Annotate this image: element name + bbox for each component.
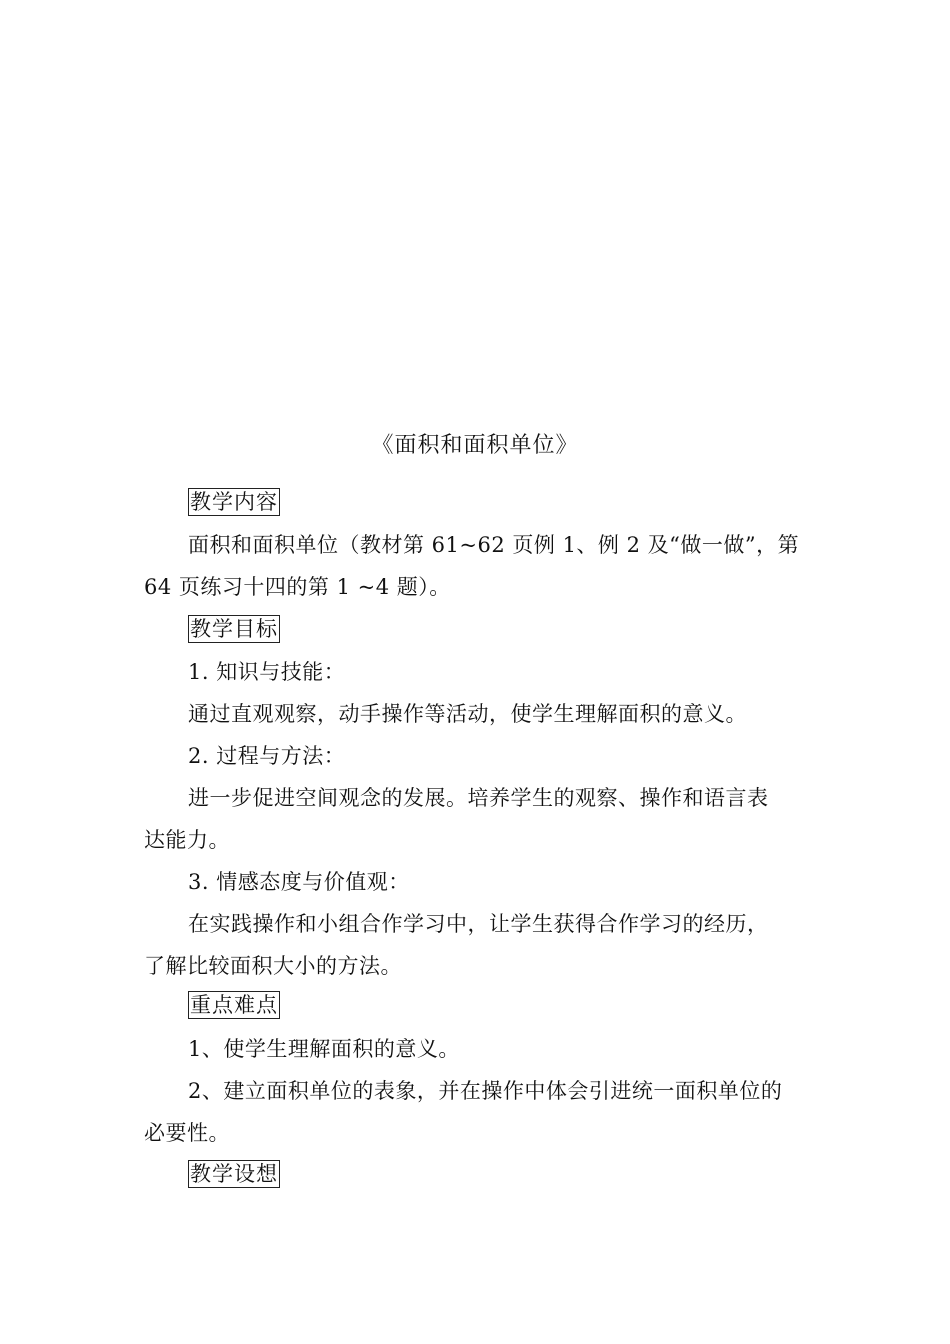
goal-line-4: 进一步促进空间观念的发展。培养学生的观察、操作和语言表 (188, 786, 769, 810)
goal-line-6: 3. 情感态度与价值观： (188, 870, 410, 894)
key-line-3: 必要性。 (144, 1121, 230, 1145)
goal-line-5: 达能力。 (144, 828, 230, 852)
key-line-1: 1、使学生理解面积的意义。 (188, 1037, 460, 1061)
key-line-2: 2、建立面积单位的表象，并在操作中体会引进统一面积单位的 (188, 1079, 783, 1103)
content-line-2: 64 页练习十四的第 1 ~4 题）。 (144, 575, 451, 599)
document-title: 《面积和面积单位》 (371, 433, 579, 458)
goal-line-1: 1. 知识与技能： (188, 660, 346, 684)
goal-line-8: 了解比较面积大小的方法。 (144, 954, 402, 978)
section-heading-design: 教学设想 (190, 1162, 278, 1186)
section-heading-goals: 教学目标 (190, 617, 278, 641)
section-heading-content: 教学内容 (190, 490, 278, 514)
section-heading-key-points: 重点难点 (190, 993, 278, 1017)
goal-line-7: 在实践操作和小组合作学习中，让学生获得合作学习的经历， (188, 912, 769, 936)
goal-line-2: 通过直观观察，动手操作等活动，使学生理解面积的意义。 (188, 702, 747, 726)
goal-line-3: 2. 过程与方法： (188, 744, 346, 768)
content-line-1: 面积和面积单位（教材第 61~62 页例 1、例 2 及“做一做”，第 (188, 533, 800, 557)
